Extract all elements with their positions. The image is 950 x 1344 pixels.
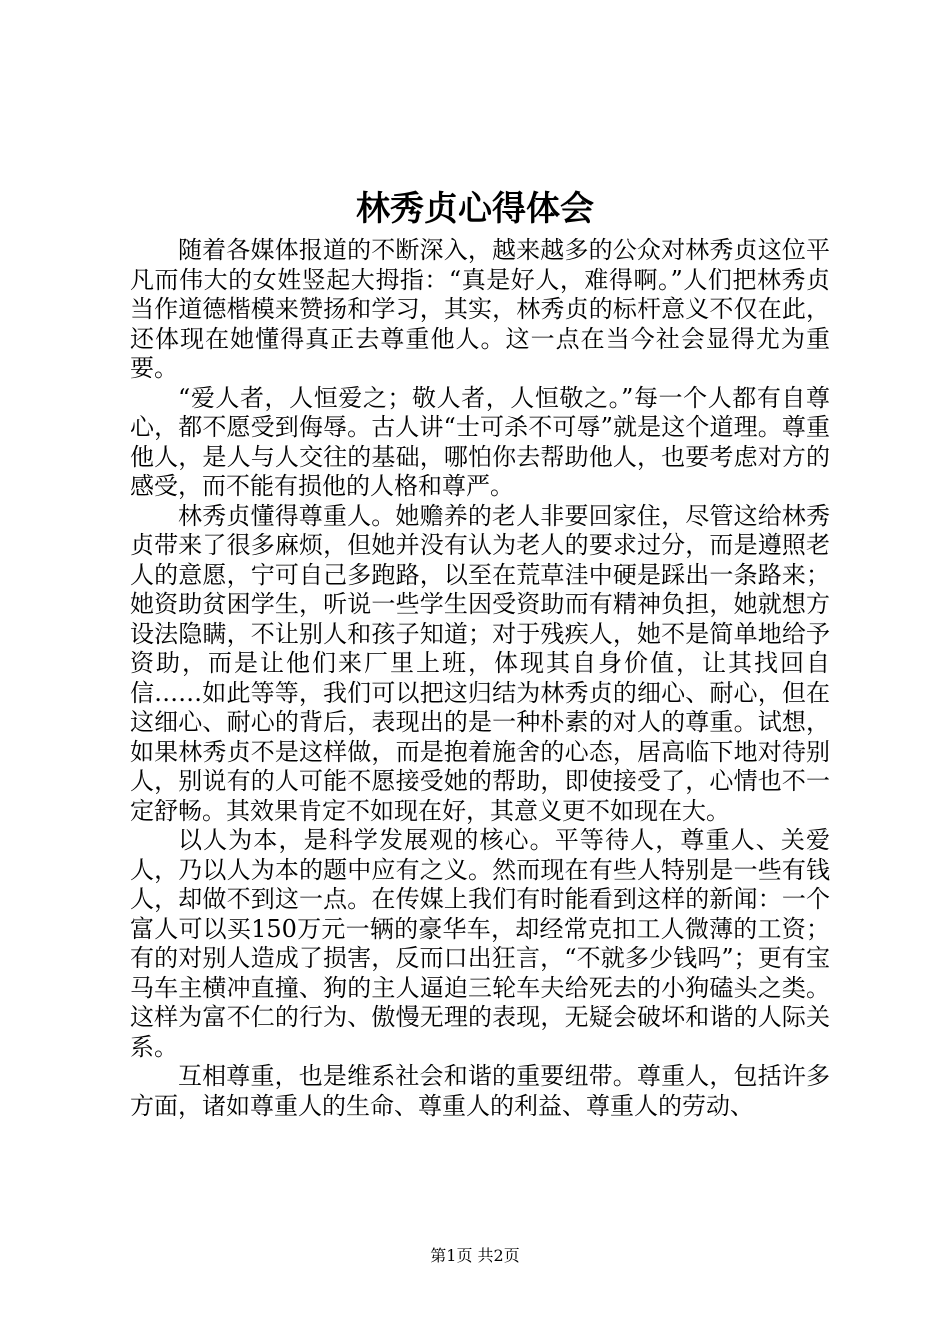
paragraph-3: 林秀贞懂得尊重人。她赡养的老人非要回家住，尽管这给林秀贞带来了很多麻烦，但她并没有认为老人的要求过分，而是遵照老人的意愿，宁可自己多跑路，以至在荒草洼中硬是踩出一条路来；她资助贫困学生，听说一些学生因受资助而有精神负担，她就想方设法隐瞒，不让别人和孩子知道；对于残疾人，她不是简单地给予资助，而是让他们来厂里上班，体现其自身价值，让其找回自信……如此等等，我们可以把这归结为林秀贞的细心、耐心，但在这细心、耐心的背后，表现出的是一种朴素的对人的尊重。试想，如果林秀贞不是这样做，而是抱着施舍的心态，居高临下地对待别人，别说有的人可能不愿接受她的帮助，即使接受了，心情也不一定舒畅。其效果肯定不如现在好，其意义更不如现在大。 [130,501,830,825]
paragraph-4: 以人为本，是科学发展观的核心。平等待人，尊重人、关爱人，乃以人为本的题中应有之义。然而现在有些人特别是一些有钱人，却做不到这一点。在传媒上我们有时能看到这样的新闻：一个富人可以买150万元一辆的豪华车，却经常克扣工人微薄的工资；有的对别人造成了损害，反而口出狂言，“不就多少钱吗”；更有宝马车主横冲直撞、狗的主人逼迫三轮车夫给死去的小狗磕头之类。这样为富不仁的行为、傲慢无理的表现，无疑会破坏和谐的人际关系。 [130,826,830,1061]
document-body [130,236,830,1121]
paragraph-1: 随着各媒体报道的不断深入，越来越多的公众对林秀贞这位平凡而伟大的女姓竖起大拇指：“真是好人，难得啊。”人们把林秀贞当作道德楷模来赞扬和学习，其实，林秀贞的标杆意义不仅在此，还体现在她懂得真正去尊重他人。这一点在当今社会显得尤为重要。 [130,236,830,382]
document-title: 林秀贞心得体会 [356,189,594,229]
paragraph-2: “爱人者，人恒爱之；敬人者，人恒敬之。”每一个人都有自尊心，都不愿受到侮辱。古人讲“士可杀不可辱”就是这个道理。尊重他人，是人与人交往的基础，哪怕你去帮助他人，也要考虑对方的感受，而不能有损他的人格和尊严。 [130,383,830,500]
page-indicator: 第1页 共2页 [430,1246,520,1265]
paragraph-5: 互相尊重，也是维系社会和谐的重要纽带。尊重人，包括许多方面，诸如尊重人的生命、尊重人的利益、尊重人的劳动、 [130,1062,830,1120]
